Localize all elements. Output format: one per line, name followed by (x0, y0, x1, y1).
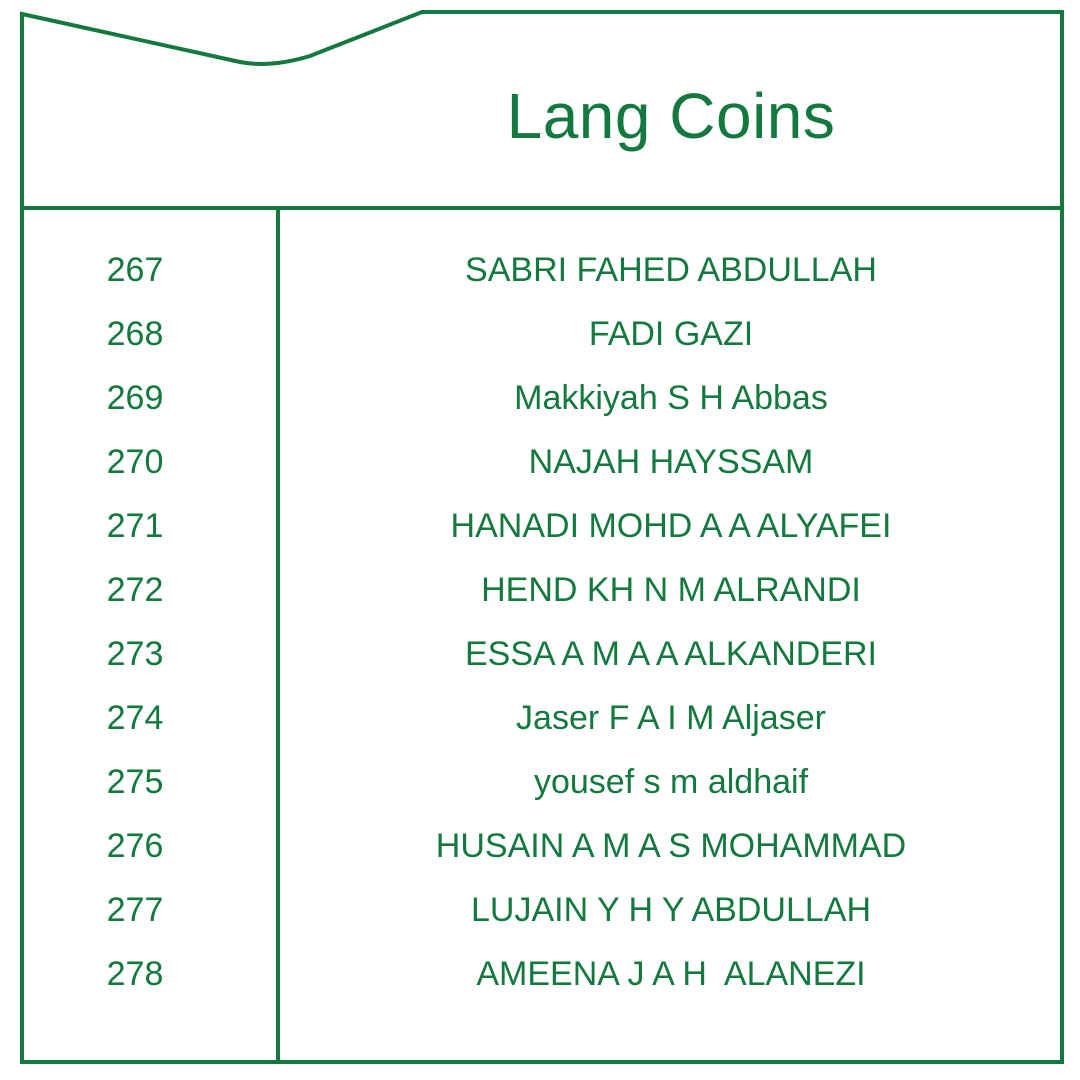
name-list (20, 238, 1062, 1006)
row-number: 272 (106, 571, 164, 609)
row-number: 275 (106, 763, 164, 801)
row-name: Makkiyah S H Abbas (514, 379, 828, 417)
row-number: 278 (106, 955, 164, 993)
list-item (20, 814, 1062, 878)
row-number: 274 (106, 699, 164, 737)
row-name: LUJAIN Y H Y ABDULLAH (470, 891, 871, 929)
row-name: FADI GAZI (588, 315, 754, 353)
row-number: 271 (106, 507, 164, 545)
row-number: 268 (106, 315, 164, 353)
list-item (20, 430, 1062, 494)
list-item (20, 686, 1062, 750)
row-name: Jaser F A I M Aljaser (516, 699, 826, 737)
row-name: yousef s m aldhaif (533, 763, 809, 801)
list-item (20, 750, 1062, 814)
row-name: HANADI MOHD A A ALYAFEI (450, 507, 892, 545)
list-item (20, 494, 1062, 558)
row-name: ESSA A M A A ALKANDERI (464, 635, 878, 673)
row-name: AMEENA J A H ALANEZI (476, 955, 866, 993)
row-number: 270 (106, 443, 164, 481)
row-number: 277 (106, 891, 164, 929)
row-number: 276 (106, 827, 164, 865)
list-item (20, 622, 1062, 686)
row-name: HUSAIN A M A S MOHAMMAD (435, 827, 907, 865)
row-name: NAJAH HAYSSAM (528, 443, 814, 481)
list-item (20, 558, 1062, 622)
list-item (20, 878, 1062, 942)
row-number: 267 (106, 251, 164, 289)
row-number: 269 (106, 379, 164, 417)
row-name: SABRI FAHED ABDULLAH (465, 251, 877, 289)
row-number: 273 (106, 635, 164, 673)
list-item (20, 238, 1062, 302)
list-item (20, 302, 1062, 366)
list-item (20, 366, 1062, 430)
page-title: Lang Coins (506, 80, 836, 152)
list-item (20, 942, 1062, 1006)
row-name: HEND KH N M ALRANDI (481, 571, 861, 609)
